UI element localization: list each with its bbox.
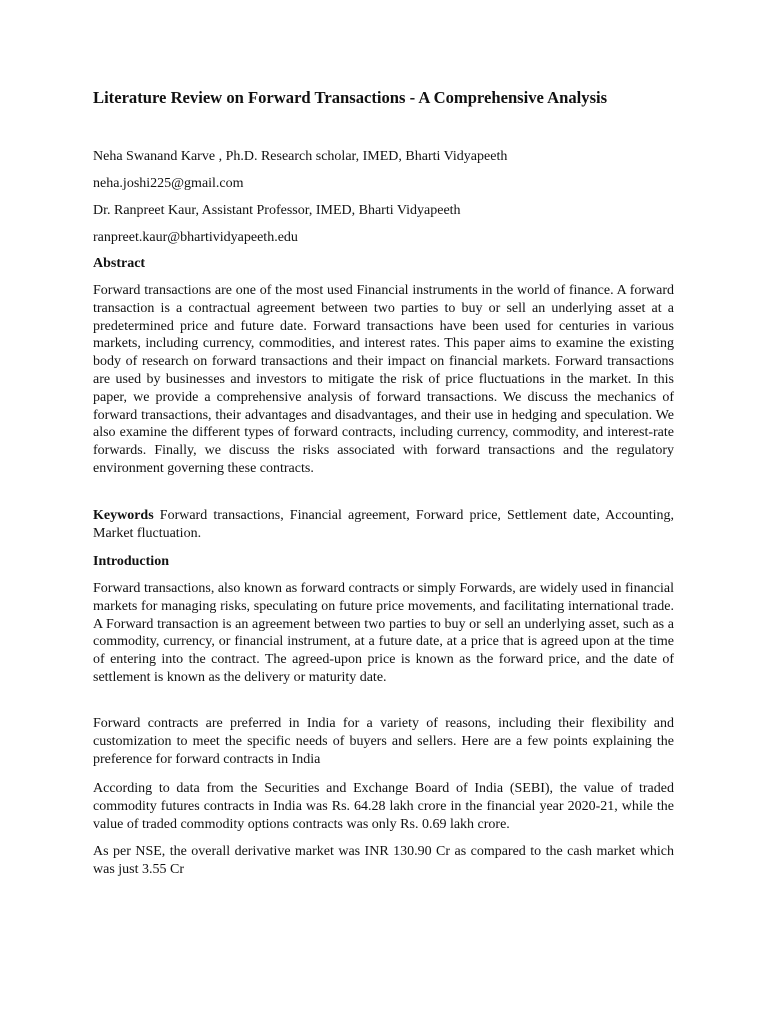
keywords-text: Forward transactions, Financial agreement, Forward price, Settlement date, Accounting, Market fluctuation. [93, 508, 674, 541]
introduction-paragraph-4: As per NSE, the overall derivative market was INR 130.90 Cr as compared to the cash market which was just 3.55 Cr [93, 844, 674, 877]
introduction-heading: Introduction [93, 554, 169, 569]
author-2-email: ranpreet.kaur@bhartividyapeeth.edu [93, 230, 298, 245]
abstract-text: Forward transactions are one of the most used Financial instruments in the world of finance. A forward transaction is a contractual agreement between two parties to buy or sell an underlying asset at a predetermined price and future date. Forward transactions have been used for centuries in various markets, including currency, commodities, and interest rates. This paper aims to examine the existing body of research on forward transactions and their impact on financial markets. Forward transactions are used by businesses and investors to mitigate the risk of price fluctuations in the market. In this paper, we provide a comprehensive analysis of forward transactions. We discuss the mechanics of forward transactions, their advantages and disadvantages, and their use in hedging and speculation. We also examine the different types of forward contracts, including currency, commodity, and interest-rate forwards. Finally, we discuss the risks associated with forward transactions and the regulatory environment governing these contracts. [93, 283, 674, 476]
abstract-heading: Abstract [93, 256, 146, 271]
introduction-paragraph-1: Forward transactions, also known as forward contracts or simply Forwards, are widely used in financial markets for managing risks, speculating on future price movements, and facilitating international trade. A Forward transaction is an agreement between two parties to buy or sell an underlying asset, such as a commodity, currency, or financial instrument, at a future date, at a price that is agreed upon at the time of entering into the contract. The agreed-upon price is known as the forward price, and the date of settlement is known as the delivery or maturity date. [93, 581, 674, 685]
paper-title: Literature Review on Forward Transactions - A Comprehensive Analysis [93, 88, 608, 107]
author-2-affiliation: Dr. Ranpreet Kaur, Assistant Professor, IMED, Bharti Vidyapeeth [93, 203, 461, 218]
author-1-email: neha.joshi225@gmail.com [93, 176, 244, 191]
keywords-label: Keywords [93, 508, 154, 523]
introduction-paragraph-2: Forward contracts are preferred in India for a variety of reasons, including their flexibility and customization to meet the specific needs of buyers and sellers. Here are a few points explaining the preference for forward contracts in India [93, 716, 674, 767]
introduction-paragraph-3: According to data from the Securities and Exchange Board of India (SEBI), the value of traded commodity futures contracts in India was Rs. 64.28 lakh crore in the financial year 2020-21, while the value of traded commodity options contracts was only Rs. 0.69 lakh crore. [93, 781, 674, 832]
author-1-affiliation: Neha Swanand Karve , Ph.D. Research scholar, IMED, Bharti Vidyapeeth [93, 149, 508, 164]
keywords-line [93, 507, 674, 543]
